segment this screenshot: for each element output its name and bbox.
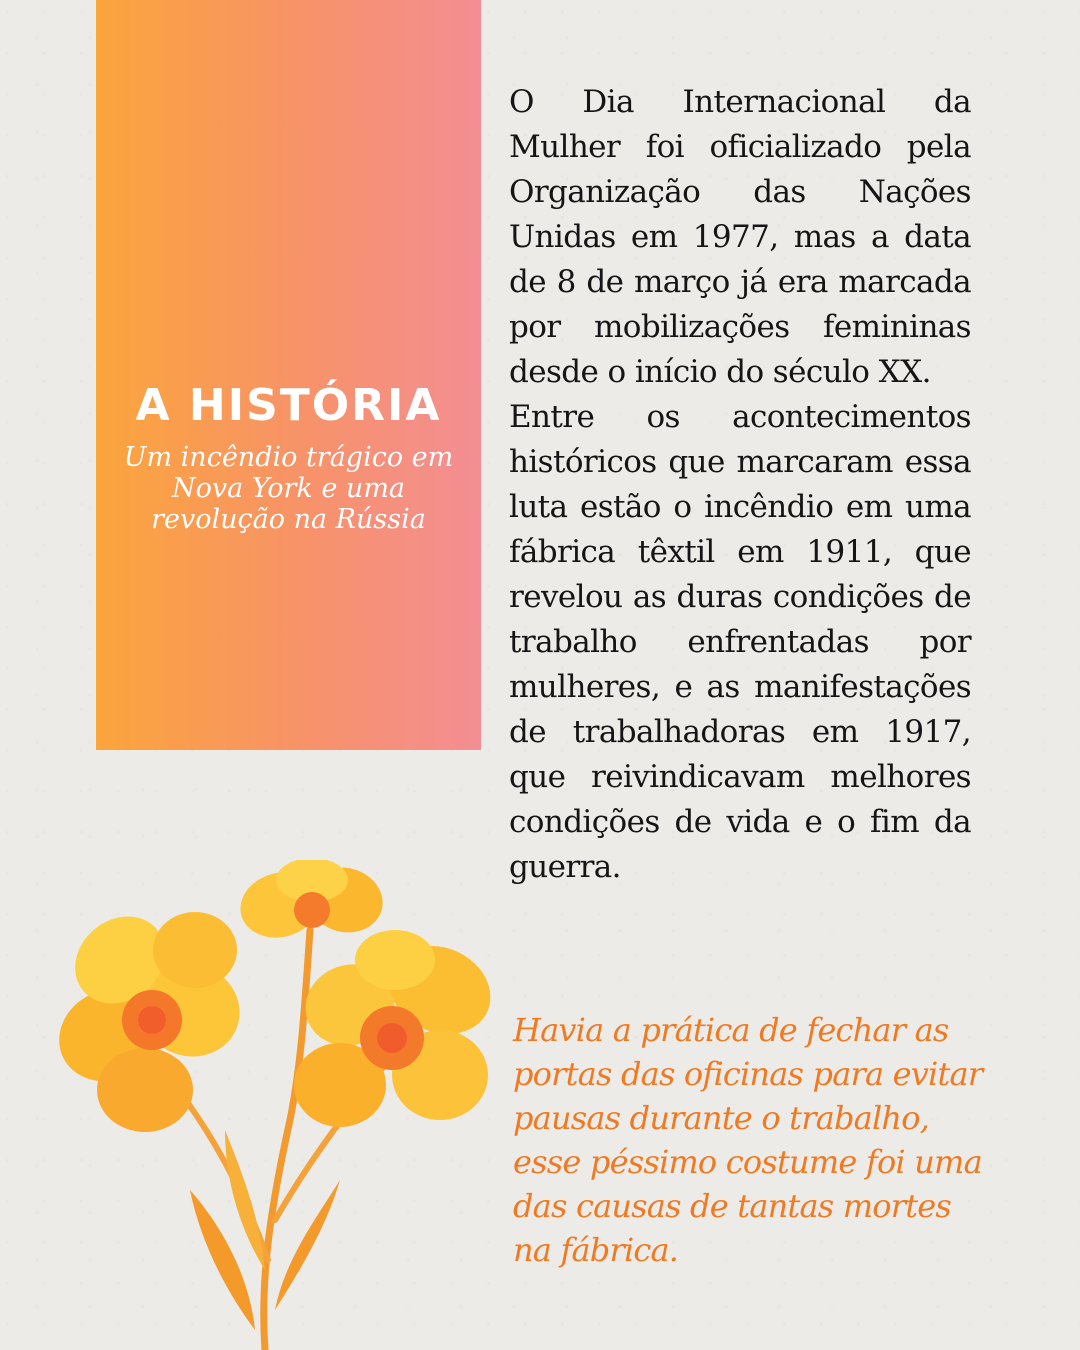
- title-panel: [96, 0, 481, 750]
- quote-text: Havia a prática de fechar as portas das oficinas para evitar pausas durante o trabalho, esse péssimo costume foi uma das causas de tantas mortes na fábrica.: [513, 1011, 983, 1269]
- section-title: A HISTÓRIA: [135, 380, 442, 431]
- body-text: [509, 80, 971, 890]
- paragraph-1: O Dia Internacional da Mulher foi oficializado pela Organização das Nações Unidas em 1977, mas a data de 8 de março já era marcada por mobilizações femininas desde o início do século XX.: [509, 84, 971, 390]
- section-subtitle: Um incêndio trágico em Nova York e uma revolução na Rússia: [123, 442, 454, 535]
- paragraph-2: Entre os acontecimentos históricos que marcaram essa luta estão o incêndio em uma fábrica têxtil em 1911, que revelou as duras condições de trabalho enfrentadas por mulheres, e as manifestações de trabalhadoras em 1917, que reivindicavam melhores condições de vida e o fim da guerra.: [509, 399, 971, 885]
- flower-illustration-icon: [40, 860, 510, 1350]
